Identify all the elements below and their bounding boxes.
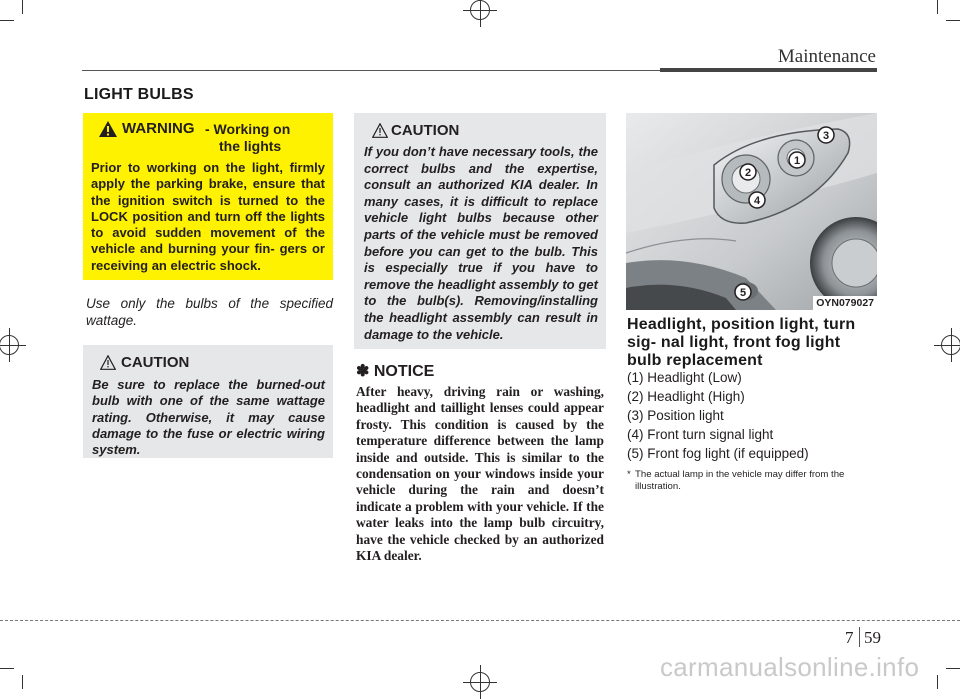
caution-label-middle: CAUTION (391, 122, 460, 139)
figure-code: OYN079027 (813, 296, 877, 310)
bulb-list-item: (2) Headlight (High) (627, 389, 745, 404)
registration-mark (941, 335, 960, 355)
footnote (627, 469, 877, 492)
header-rule-accent (660, 68, 877, 72)
caution-body-middle: If you don’t have necessary tools, the correct bulbs and the expertise, consult an authorized KIA dealer. In many cases, it is difficult to replace vehicle light bulbs because other parts of the vehicle must be removed before you can get to the bulb. This is especially true if you have to remove the headlight assembly to get to the bulb(s). Removing/installing the headlight assembly can result in damage to the vehicle. (364, 144, 598, 342)
callout-1 (788, 151, 806, 174)
crop-mark (0, 20, 14, 21)
notice-symbol: ✽ (356, 363, 370, 380)
warning-body: Prior to working on the light, firmly apply the parking brake, ensure that the ignition switch is turned to the LOCK position and turn off the lights to avoid sudden movement of the vehicle and burning your fin- gers or receiving an electric shock. (91, 160, 325, 273)
callout-3-label: 3 (822, 130, 830, 142)
notice-section (356, 361, 604, 564)
registration-mark (470, 672, 490, 692)
callout-2 (739, 163, 757, 186)
intro-text: Use only the bulbs of the specified wattage. (86, 296, 333, 328)
bulb-list (627, 368, 879, 463)
caution-label-left: CAUTION (121, 354, 190, 371)
footnote-text: The actual lamp in the vehicle may differ from the illustration. (635, 469, 845, 492)
crop-mark (22, 0, 23, 14)
crop-mark (946, 668, 960, 669)
caution-body-left: Be sure to replace the burned-out bulb with one of the same wattage rating. Otherwise, it may cause damage to the fuse or electric wiring system. (92, 377, 325, 458)
registration-mark (0, 335, 19, 355)
crop-mark (22, 675, 23, 689)
footer-rule (0, 620, 960, 621)
caution-triangle-icon (372, 123, 388, 138)
notice-label: NOTICE (373, 363, 435, 380)
notice-body: After heavy, driving rain or washing, headlight and taillight lenses could appear frosty. This condition is caused by the temperature difference between the lamp inside and outside. This is similar to the condensation on your windows inside your vehicle during the rain and doesn’t indicate a problem with your vehicle. If the water leaks into the lamp bulb circuitry, have the vehicle checked by an authorized KIA dealer. (356, 384, 604, 564)
caution-box-left (83, 345, 333, 458)
callout-1-label: 1 (793, 155, 801, 167)
page-title: LIGHT BULBS (84, 86, 194, 103)
crop-mark (937, 0, 938, 14)
chapter-number: 7 (845, 628, 854, 647)
callout-4-label: 4 (753, 195, 761, 207)
footnote-mark: * (627, 469, 631, 480)
callout-3 (817, 126, 835, 149)
registration-mark (470, 0, 490, 20)
headlight-figure (626, 113, 877, 310)
bulb-list-item: (1) Headlight (Low) (627, 370, 742, 385)
watermark: carmanualsonline.info (660, 652, 920, 682)
section-title: Maintenance (777, 46, 876, 67)
crop-mark (0, 668, 14, 669)
page-number: 59 (864, 628, 881, 647)
warning-subtitle: - Working on (205, 121, 291, 137)
caution-box-middle (354, 113, 606, 349)
callout-4 (748, 191, 766, 214)
caution-triangle-icon (100, 355, 116, 370)
bulb-list-item: (3) Position light (627, 408, 724, 423)
callout-5-label: 5 (739, 287, 747, 299)
bulb-list-item: (5) Front fog light (if equipped) (627, 446, 809, 461)
warning-label: WARNING (122, 120, 195, 137)
callout-5 (734, 283, 752, 306)
crop-mark (946, 20, 960, 21)
warning-subtitle-2: the lights (219, 138, 282, 154)
warning-triangle-icon (99, 121, 117, 137)
crop-mark (937, 675, 938, 689)
headlight-heading: Headlight, position light, turn sig- nal light, front fog light bulb replacement (627, 316, 856, 369)
page-divider (859, 627, 860, 647)
warning-box (83, 113, 333, 280)
callout-2-label: 2 (744, 167, 752, 179)
bulb-list-item: (4) Front turn signal light (627, 427, 774, 442)
